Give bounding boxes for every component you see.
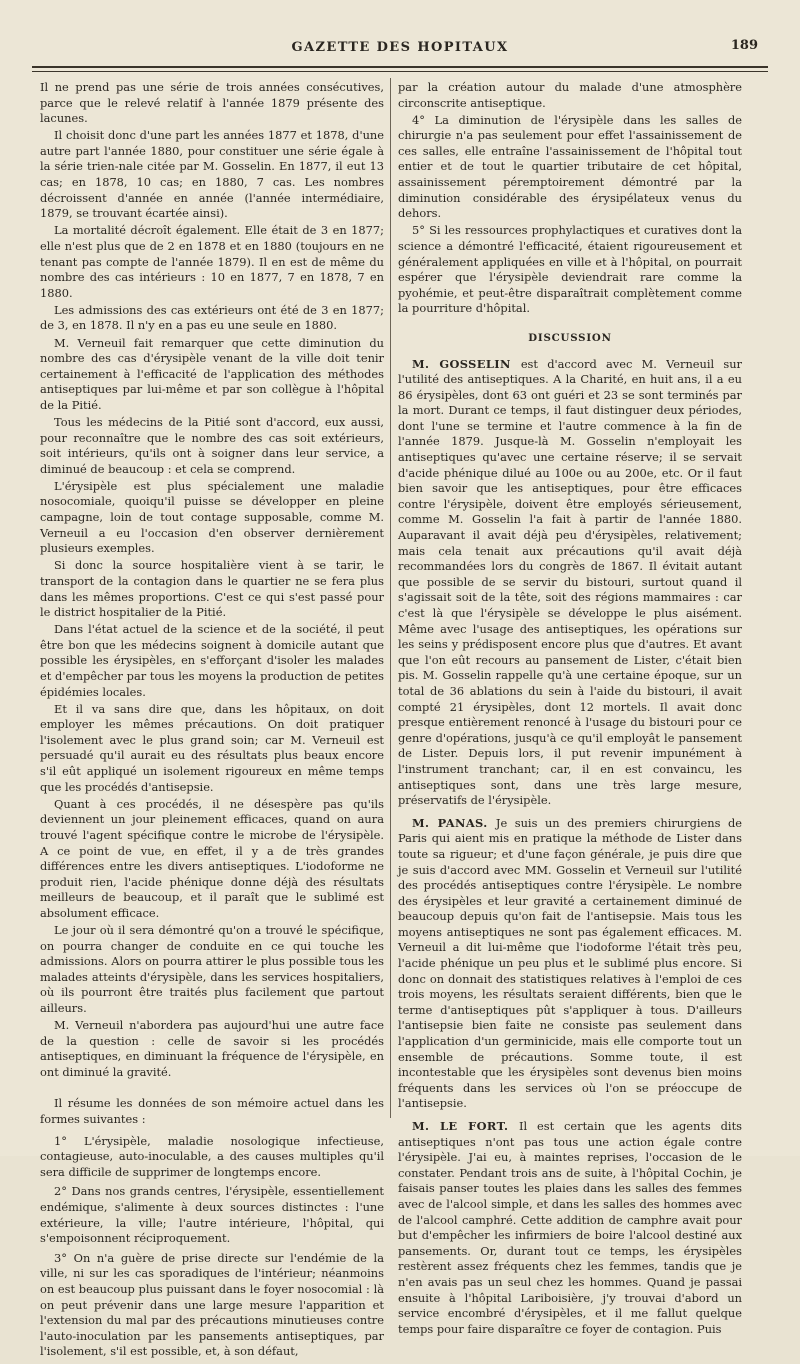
speaker-text: Il est certain que les agents dits antiseptiques n'ont pas tous une action égale contre l'érysipèle. J'ai eu, à maintes reprises, l'occasion de le constater. Pendant trois ans de suite, à l'hôpital Cochin, je faisais panser toutes les plaies dans les salles des femmes avec de l'alcool simple, et dans les salles des hommes avec de l'alcool camphré. Cette addition de camphre avait pour but d'empêcher les infirmiers de boire l'alcool destiné aux pansements. Or, durant tout ce temps, les érysipèles restèrent assez fréquents chez les femmes, tandis que je n'en avais pas un seul chez les hommes. Quand je passai ensuite à l'hôpital Lariboisière, j'y trouvai d'abord un service encombré d'érysipèles, et il me fallut quelque temps pour faire disparaître ce foyer de contagion. Puis (398, 1119, 742, 1336)
paragraph: Il choisit donc d'une part les années 1877 et 1878, d'une autre part l'année 1880, pour constituer une série égale à la série trien-nale citée par M. Gosselin. En 1877, il eut 13 cas; en 1878, 10 cas; en 1880, 7 cas. Les nombres décroissent d'année en année (l'année intermédiaire, 1879, se trouvant écartée ainsi). (40, 128, 384, 221)
paragraph: M. Verneuil n'abordera pas aujourd'hui une autre face de la question : celle de savoir si les procédés antiseptiques, en diminuant la fréquence de l'érysipèle, en ont diminué la gravité. (40, 1018, 384, 1079)
right-column (398, 80, 742, 1339)
paragraph: 5° Si les ressources prophylactiques et curatives dont la science a démontré l'efficacité, étaient rigoureusement et généralement appliquées en ville et à l'hôpital, on pourrait espérer que l'érysipèle deviendrait rare comme la pyohémie, et peut-être disparaîtrait complètement comme la pourriture d'hôpital. (398, 223, 742, 316)
paragraph: Le jour où il sera démontré qu'on a trouvé le spécifique, on pourra changer de conduite en ce qui touche les admissions. Alors on pourra attirer le plus possible tous les malades atteints d'érysipèle, dans les services hospitaliers, où ils pourront être traités plus facilement que partout ailleurs. (40, 922, 384, 1015)
summary-intro: Il résume les données de son mémoire actuel dans les formes suivantes : (40, 1096, 384, 1126)
summary-item: 2° Dans nos grands centres, l'érysipèle, essentiellement endémique, s'alimente à deux sources distinctes : l'une extérieure, la ville; l'autre intérieure, l'hôpital, qui s'empoisonnent réciproquement. (40, 1184, 384, 1246)
paragraph: La mortalité décroît également. Elle était de 3 en 1877; elle n'est plus que de 2 en 1878 et en 1880 (toujours en ne tenant pas compte de l'année 1879). Il en est de même du nombre des cas intérieurs : 10 en 1877, 7 en 1878, 7 en 1880. (40, 223, 384, 300)
paragraph: Et il va sans dire que, dans les hôpitaux, on doit employer les mêmes précautions. On doit pratiquer l'isolement avec le plus grand soin; car M. Verneuil est persuadé qu'il aurait eu des résultats plus beaux encore s'il eût appliqué un isolement rigoureux en même temps que les procédés d'antisepsie. (40, 701, 384, 794)
paragraph: Il ne prend pas une série de trois années consécutives, parce que le relevé relatif à l'année 1879 présente des lacunes. (40, 80, 384, 126)
speaker-name: M. LE FORT. (412, 1119, 519, 1133)
column-divider (390, 78, 391, 1118)
discussion-entry (398, 357, 742, 809)
discussion-entry (398, 1119, 742, 1337)
paragraph: par la création autour du malade d'une atmosphère circonscrite antiseptique. (398, 80, 742, 110)
paragraph: Quant à ces procédés, il ne désespère pas qu'ils deviennent un jour pleinement efficaces, quand on aura trouvé l'agent spécifique contre le microbe de l'érysipèle. A ce point de vue, en effet, il y a de très grandes différences entre les divers antiseptiques. L'iodoforme ne produit rien, l'acide phénique donne déjà des résultats meilleurs de beaucoup, et il paraît que le sublimé est absolument efficace. (40, 796, 384, 920)
discussion-entry (398, 816, 742, 1112)
paragraph: M. Verneuil fait remarquer que cette diminution du nombre des cas d'érysipèle venant de la ville doit tenir certainement à l'efficacité de l'application des méthodes antiseptiques par lui-même et par son collègue à l'hôpital de la Pitié. (40, 335, 384, 412)
running-head (30, 38, 770, 60)
left-column (40, 80, 384, 1364)
speaker-text: Je suis un des premiers chirurgiens de Paris qui aient mis en pratique la méthode de Lister dans toute sa rigueur; et d'une façon générale, je puis dire que je suis d'accord avec MM. Gosselin et Verneuil sur l'utilité des procédés antiseptiques contre l'érysipèle. Le nombre des érysipèles et leur gravité a certainement diminué de beaucoup depuis qu'on fait de l'antisepsie. Mais tous les moyens antiseptiques ne sont pas également efficaces. M. Verneuil a dit lui-même que l'iodoforme l'était très peu, l'acide phénique un peu plus et le sublimé plus encore. Si donc on donnait des statistiques relatives à l'emploi de ces trois moyens, les résultats seraient différents, bien que le terme d'antiseptiques pût s'appliquer à tous. D'ailleurs l'antisepsie bien faite ne consiste pas seulement dans l'application d'un germinicide, mais elle comporte tout un ensemble de précautions. Somme toute, il est incontestable que les érysipèles sont devenus bien moins fréquents dans les services où l'on se préoccupe de l'antisepsie. (398, 815, 742, 1111)
header-rule (32, 66, 768, 68)
speaker-name: M. PANAS. (412, 815, 496, 830)
header-rule-thin (32, 71, 768, 72)
paragraph: 4° La diminution de l'érysipèle dans les salles de chirurgie n'a pas seulement pour effet l'assainissement de ces salles, elle entraîne l'assainissement de l'hôpital tout entier et de tout le quartier tributaire de cet hôpital, assainissement péremptoirement démontré par la diminution considérable des érysipélateux venus du dehors. (398, 112, 742, 221)
speaker-text: est d'accord avec M. Verneuil sur l'utilité des antiseptiques. A la Charité, en huit ans, il a eu 86 érysipèles, dont 63 ont guéri et 23 se sont terminés par la mort. Durant ce temps, il faut distinguer deux périodes, dont l'une se termine et l'autre commence à la fin de l'année 1879. Jusque-là M. Gosselin n'employait les antiseptiques qu'avec une certaine réserve; il se servait d'acide phénique dilué au 100e ou au 200e, etc. Or il faut bien savoir que les antiseptiques, pour être efficaces contre l'érysipèle, doivent être employés sérieusement, comme M. Gosselin l'a fait à partir de l'année 1880. Auparavant il avait déjà peu d'érysipèles, relativement; mais cela tenait aux précautions qu'il avait déjà recommandées lors du congrès de 1867. Il évitait autant que possible de se servir du bistouri, surtout quand il s'agissait soit de la tête, soit des régions mammaires : car c'est là que l'érysipèle se développe le plus aisément. Même avec l'usage des antiseptiques, les opérations sur les seins y prédisposent encore plus que d'autres. Et avant que l'on eût recours au pansement de Lister, c'était bien pis. M. Gosselin rappelle qu'à une certaine époque, sur un total de 36 ablations du sein à l'aide du bistouri, il avait compté 21 érysipèles, dont 12 mortels. Il avait donc presque entièrement renoncé à l'usage du bistouri pour ce genre d'opérations, jusqu'à ce qu'il employât le pansement de Lister. Depuis lors, il put revenir impunément à l'instrument tranchant; car, il en est convaincu, les antiseptiques sont, dans une très large mesure, préservatifs de l'érysipèle. (398, 356, 743, 808)
paragraph: L'érysipèle est plus spécialement une maladie nosocomiale, quoiqu'il puisse se développer en pleine campagne, loin de tout contage supposable, comme M. Verneuil a eu l'occasion d'en observer dernièrement plusieurs exemples. (40, 478, 384, 556)
journal-title: GAZETTE DES HOPITAUX (291, 40, 509, 55)
paragraph: Tous les médecins de la Pitié sont d'accord, eux aussi, pour reconnaître que le nombre des cas soit extérieurs, soit intérieurs, qu'ils ont à soigner dans leur service, a diminué de beaucoup : et cela se comprend. (40, 414, 384, 476)
summary-item: 1° L'érysipèle, maladie nosologique infectieuse, contagieuse, auto-inoculable, a des causes multiples qu'il sera difficile de supprimer de longtemps encore. (40, 1133, 384, 1179)
paragraph: Dans l'état actuel de la science et de la société, il peut être bon que les médecins soignent à domicile autant que possible les érysipèles, en s'efforçant d'isoler les malades et d'empêcher par tous les moyens la production de petites épidémies locales. (40, 622, 384, 699)
page-number: 189 (730, 38, 758, 53)
speaker-name: M. GOSSELIN (412, 356, 521, 371)
paragraph: Si donc la source hospitalière vient à se tarir, le transport de la contagion dans le quartier ne se fera plus dans les mêmes proportions. C'est ce qui s'est passé pour le district hospitalier de la Pitié. (40, 558, 384, 620)
summary-item: 3° On n'a guère de prise directe sur l'endémie de la ville, ni sur les cas sporadiques de l'intérieur; néanmoins on est beaucoup plus puissant dans le foyer nosocomial : là on peut prévenir dans une large mesure l'apparition et l'extension du mal par des précautions minutieuses contre l'auto-inoculation par les pansements antiseptiques, par l'isolement, s'il est possible, et, à son défaut, (40, 1250, 384, 1359)
section-heading: DISCUSSION (528, 331, 612, 344)
paragraph: Les admissions des cas extérieurs ont été de 3 en 1877; de 3, en 1878. Il n'y en a pas eu une seule en 1880. (40, 302, 384, 333)
